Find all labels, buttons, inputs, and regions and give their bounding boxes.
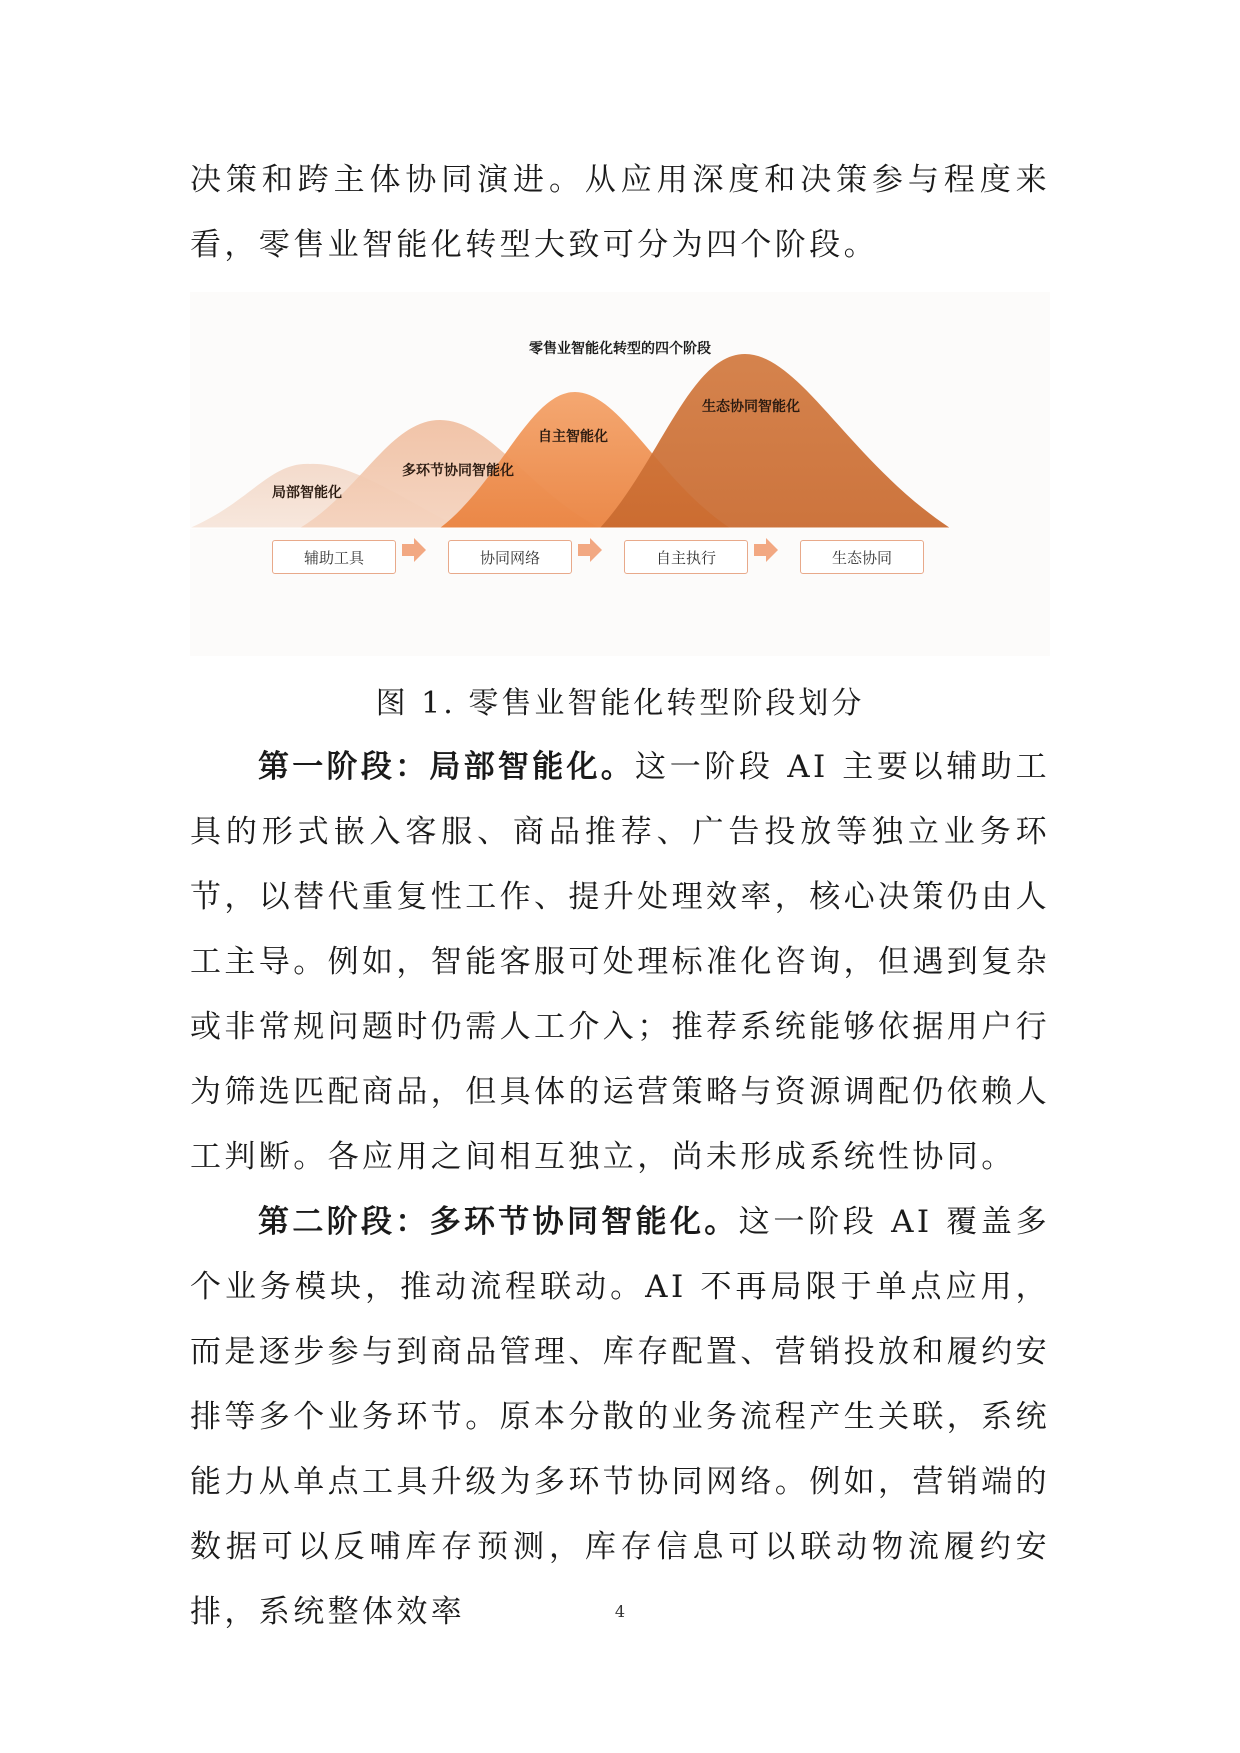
stage1-paragraph: [190, 735, 1050, 1190]
stage1-lead: 第一阶段：局部智能化。: [258, 749, 636, 785]
stage2-lead: 第二阶段：多环节协同智能化。: [258, 1204, 739, 1240]
figure-title: 零售业智能化转型的四个阶段: [529, 341, 711, 357]
stage-box-assist: 辅助工具: [272, 540, 396, 574]
arrow-icon-1: [402, 538, 426, 562]
peak-label-multi: 多环节协同智能化: [402, 463, 514, 479]
peak-label-local: 局部智能化: [272, 485, 342, 501]
peak-label-ecosystem: 生态协同智能化: [702, 399, 800, 415]
arrow-icon-2: [578, 538, 602, 562]
stage1-body: 这一阶段 AI 主要以辅助工具的形式嵌入客服、商品推荐、广告投放等独立业务环节，以替代重复性工作、提升处理效率，核心决策仍由人工主导。例如，智能客服可处理标准化咨询，但遇到复杂或非常规问题时仍需人工介入；推荐系统能够依据用户行为筛选匹配商品，但具体的运营策略与资源调配仍依赖人工判断。各应用之间相互独立，尚未形成系统性协同。: [190, 749, 1050, 1175]
stage-box-network: 协同网络: [448, 540, 572, 574]
stage2-body: 这一阶段 AI 覆盖多个业务模块，推动流程联动。AI 不再局限于单点应用，而是逐步参与到商品管理、库存配置、营销投放和履约安排等多个业务环节。原本分散的业务流程产生关联，系统能力从单点工具升级为多环节协同网络。例如，营销端的数据可以反哺库存预测，库存信息可以联动物流履约安排，系统整体效率: [190, 1204, 1051, 1630]
stage-box-ecosystem: 生态协同: [800, 540, 924, 574]
arrow-icon-3: [754, 538, 778, 562]
page-number: 4: [614, 1602, 626, 1621]
intro-paragraph: 决策和跨主体协同演进。从应用深度和决策参与程度来看，零售业智能化转型大致可分为四个阶段。: [190, 162, 1050, 263]
stage-box-execute: 自主执行: [624, 540, 748, 574]
figure-caption: 图 1. 零售业智能化转型阶段划分: [375, 686, 865, 721]
stages-figure: [190, 292, 1050, 656]
peak-label-autonomous: 自主智能化: [538, 429, 608, 445]
peak-4-shape: [600, 354, 950, 528]
stage2-paragraph: [190, 1190, 1050, 1645]
